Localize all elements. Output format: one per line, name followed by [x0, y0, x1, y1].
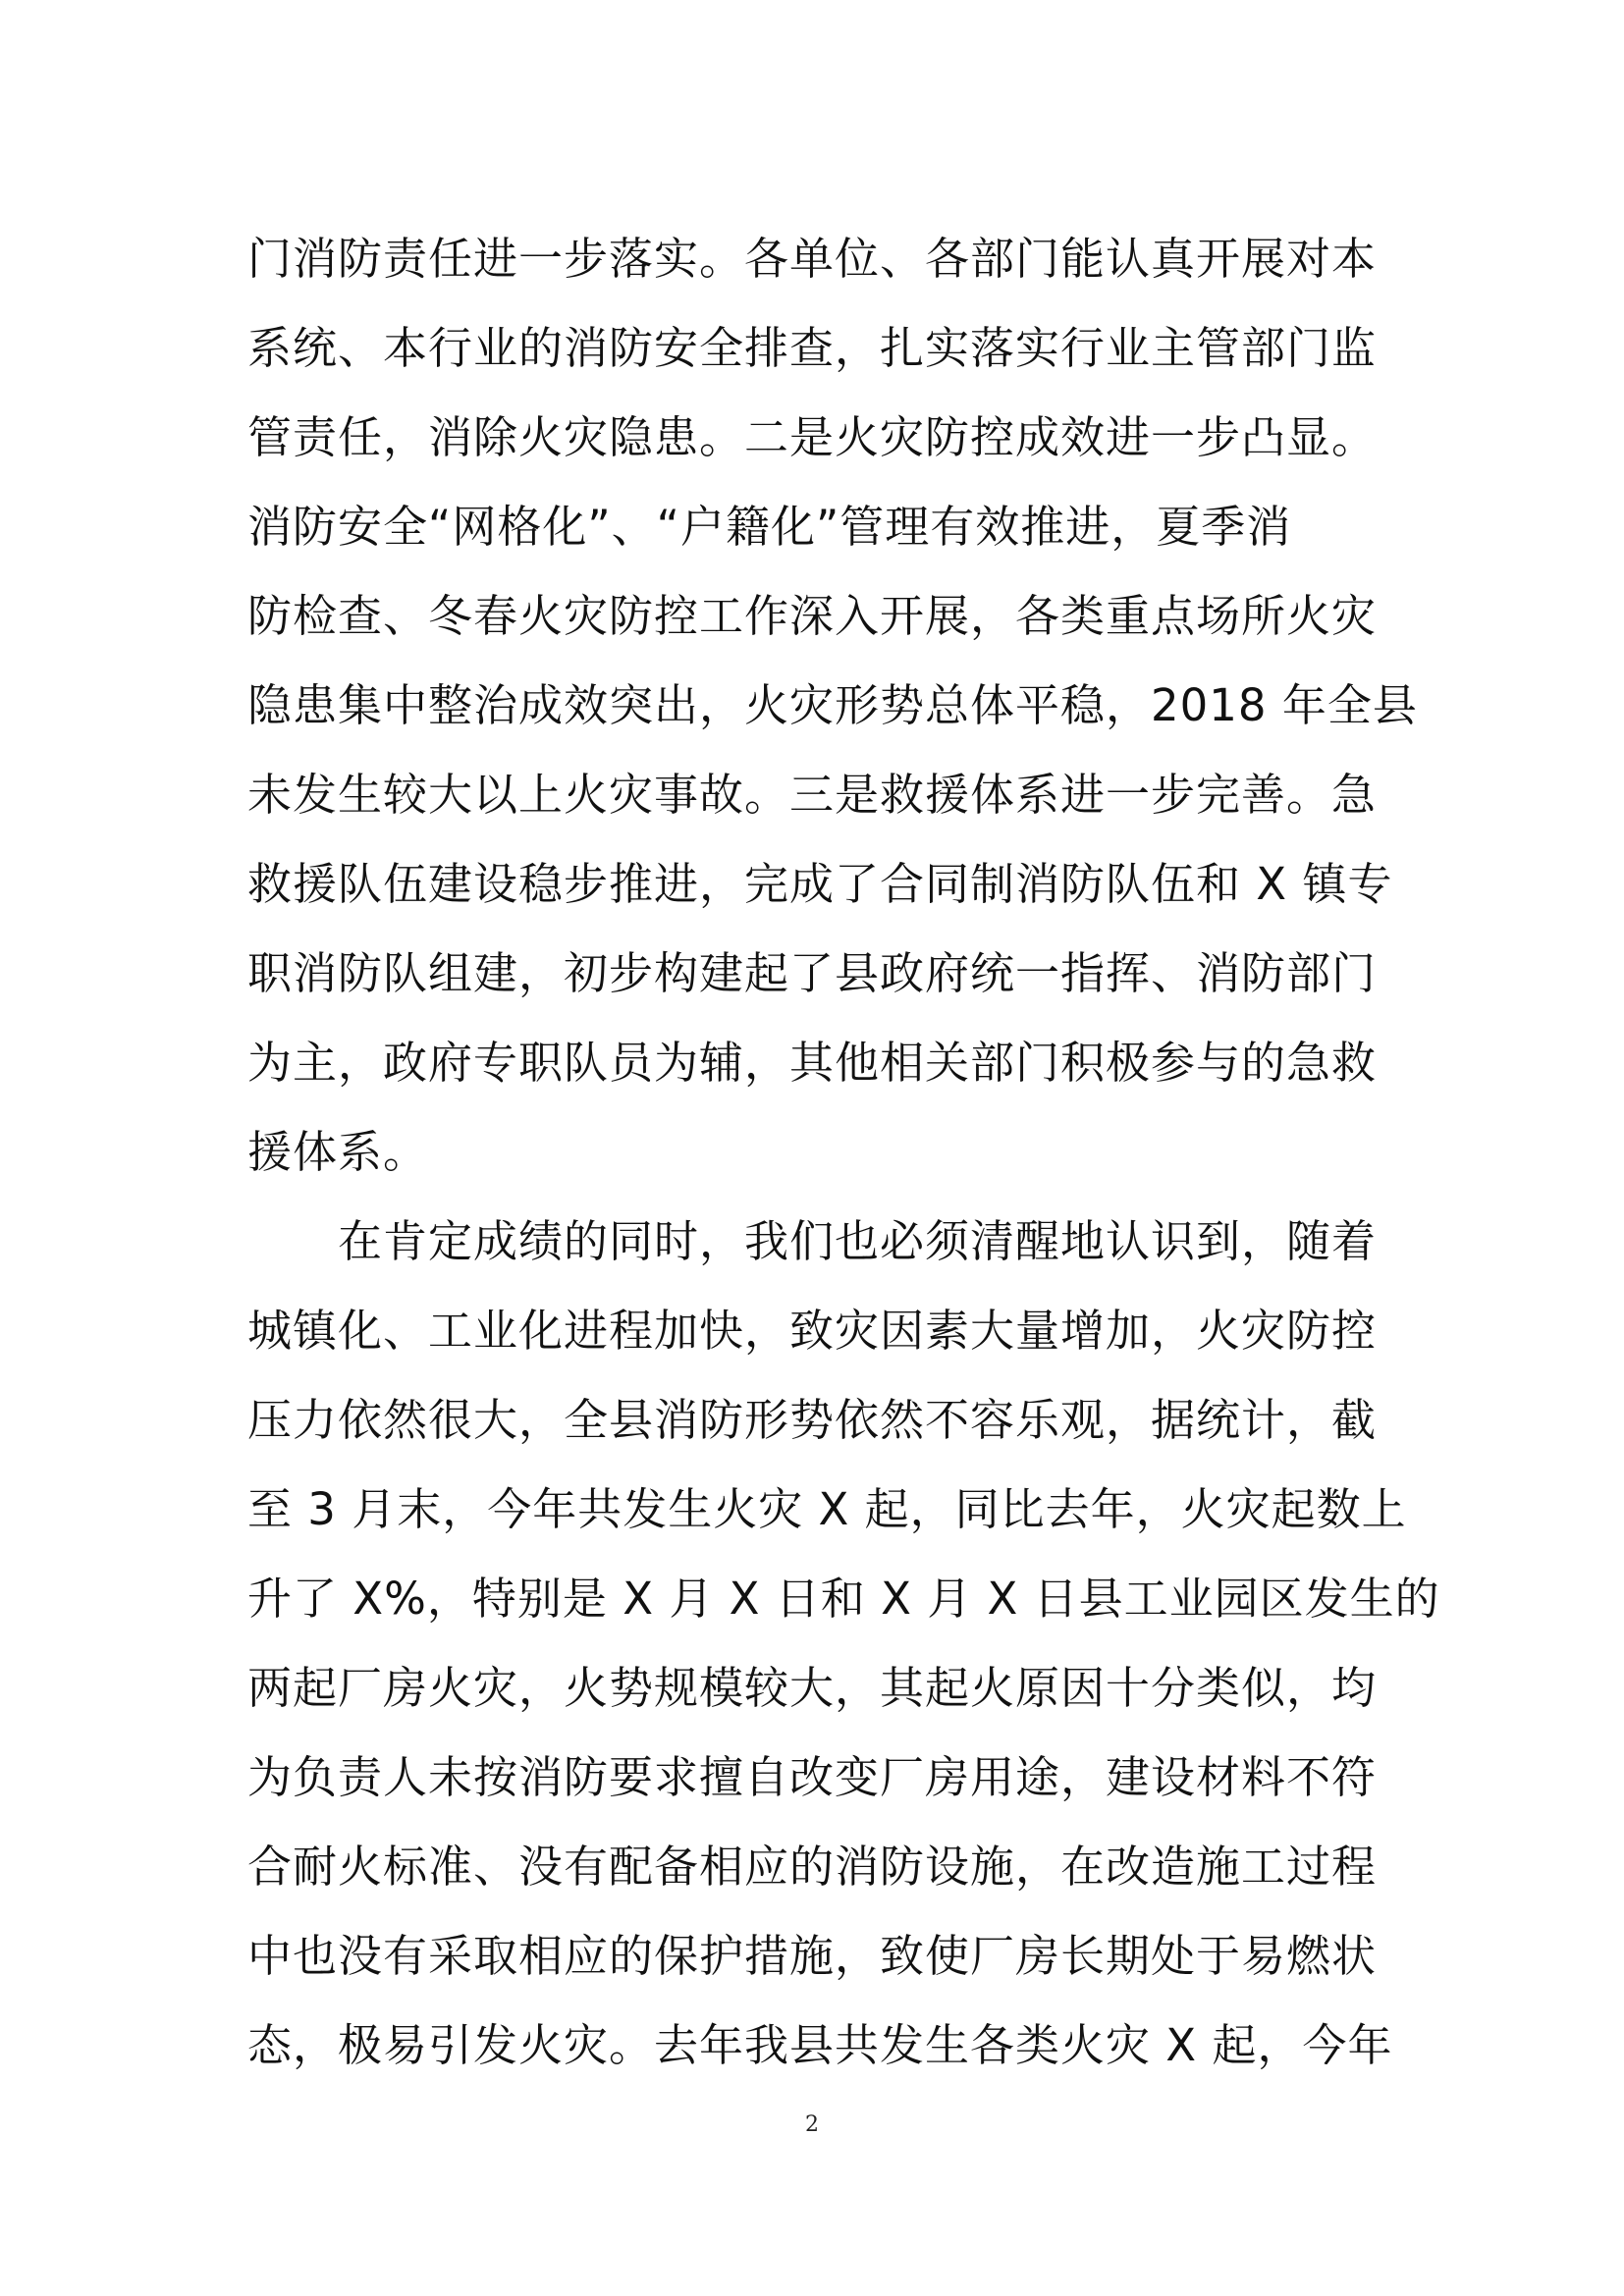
- text-line: 为主，政府专职队员为辅，其他相关部门积极参与的急救: [247, 1037, 1378, 1089]
- text-line: 为负责人未按消防要求擅自改变厂房用途，建设材料不符: [247, 1751, 1378, 1803]
- text-line: 职消防队组建，初步构建起了县政府统一指挥、消防部门: [247, 947, 1378, 999]
- text-line: 城镇化、工业化进程加快，致灾因素大量增加，火灾防控: [247, 1305, 1378, 1357]
- text-line: 防检查、冬春火灾防控工作深入开展，各类重点场所火灾: [247, 590, 1378, 642]
- text-line: 未发生较大以上火灾事故。三是救援体系进一步完善。急: [247, 769, 1378, 821]
- text-line: 态，极易引发火灾。去年我县共发生各类火灾 X 起，今年: [247, 2019, 1393, 2071]
- text-line: 中也没有采取相应的保护措施，致使厂房长期处于易燃状: [247, 1930, 1378, 1982]
- text-line: 合耐火标准、没有配备相应的消防设施，在改造施工过程: [247, 1841, 1378, 1893]
- text-line: 消防安全“网格化”、“户籍化”管理有效推进，夏季消: [247, 501, 1292, 553]
- text-line: 系统、本行业的消防安全排查，扎实落实行业主管部门监: [247, 322, 1378, 374]
- text-line: 两起厂房火灾，火势规模较大，其起火原因十分类似，均: [247, 1662, 1378, 1714]
- text-line: 在肯定成绩的同时，我们也必须清醒地认识到，随着: [247, 1215, 1378, 1267]
- text-line: 隐患集中整治成效突出，火灾形势总体平稳，2018 年全县: [247, 679, 1418, 731]
- body-text: [247, 214, 1440, 2090]
- text-line: 至 3 月末，今年共发生火灾 X 起，同比去年，火灾起数上: [247, 1483, 1407, 1535]
- page-number: 2: [805, 2112, 819, 2137]
- text-line: 援体系。: [247, 1126, 429, 1178]
- text-line: 压力依然很大，全县消防形势依然不容乐观，据统计，截: [247, 1394, 1378, 1446]
- text-line: 升了 X%，特别是 X 月 X 日和 X 月 X 日县工业园区发生的: [247, 1573, 1440, 1625]
- text-line: 管责任，消除火灾隐患。二是火灾防控成效进一步凸显。: [247, 411, 1378, 463]
- text-line: 门消防责任进一步落实。各单位、各部门能认真开展对本: [247, 233, 1378, 285]
- text-line: 救援队伍建设稳步推进，完成了合同制消防队伍和 X 镇专: [247, 858, 1393, 910]
